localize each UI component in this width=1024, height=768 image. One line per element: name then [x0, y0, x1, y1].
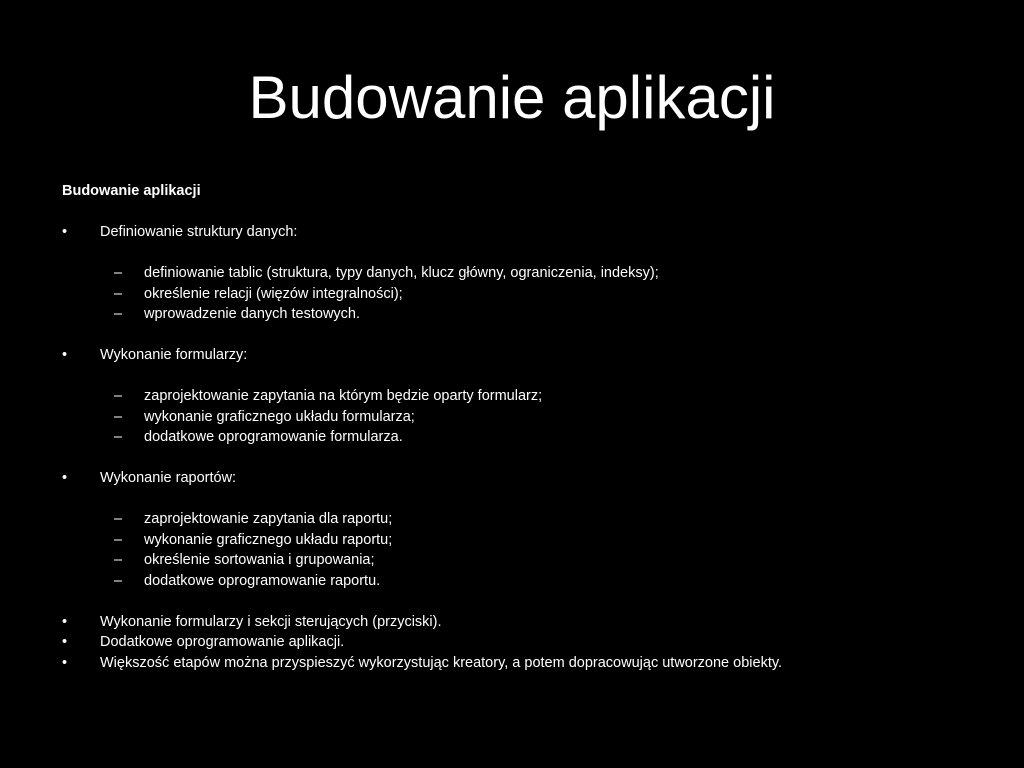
dash-marker: –: [114, 572, 123, 589]
dash-marker: –: [114, 285, 123, 302]
bullet-marker: •: [62, 613, 68, 630]
bullet-text: Wykonanie formularzy i sekcji sterujących (przyciski).: [100, 613, 442, 630]
bullet-text: Wykonanie formularzy:: [100, 347, 248, 363]
bullet-marker: •: [62, 470, 68, 486]
sub-item-text: dodatkowe oprogramowanie raportu.: [144, 572, 381, 589]
sub-item-text: zaprojektowanie zapytania dla raportu;: [144, 511, 393, 527]
dash-marker: –: [114, 511, 123, 527]
sub-item-text: wprowadzenie danych testowych.: [144, 306, 361, 322]
bullet-item: [62, 653, 982, 674]
sub-item: [62, 509, 982, 530]
sub-item-text: zaprojektowanie zapytania na którym będzie oparty formularz;: [144, 388, 543, 404]
sub-item-text: wykonanie graficznego układu raportu;: [144, 531, 393, 548]
sub-item: [62, 284, 982, 305]
bullet-item: [62, 632, 982, 653]
sub-item: [62, 407, 982, 428]
sub-item-text: określenie relacji (więzów integralności);: [144, 285, 403, 302]
sub-item-text: definiowanie tablic (struktura, typy danych, klucz główny, ograniczenia, indeksy);: [144, 265, 659, 281]
bullet-item: [62, 468, 982, 489]
sub-item: [62, 263, 982, 284]
dash-marker: –: [114, 388, 123, 404]
dash-marker: –: [114, 265, 123, 281]
bullet-marker: •: [62, 634, 68, 650]
content-subtitle: Budowanie aplikacji: [62, 183, 201, 199]
dash-marker: –: [114, 429, 123, 445]
sub-item-text: dodatkowe oprogramowanie formularza.: [144, 429, 403, 445]
bullet-text: Definiowanie struktury danych:: [100, 224, 298, 240]
slide-title: Budowanie aplikacji: [248, 64, 776, 131]
sub-item: [62, 550, 982, 571]
sub-item-text: wykonanie graficznego układu formularza;: [144, 408, 415, 425]
dash-marker: –: [114, 531, 123, 548]
bullet-marker: •: [62, 347, 68, 363]
slide-content: [62, 181, 982, 673]
bullet-marker: •: [62, 224, 68, 240]
bullet-item: [62, 222, 982, 243]
dash-marker: –: [114, 552, 123, 568]
sub-item-text: określenie sortowania i grupowania;: [144, 552, 375, 568]
sub-item: [62, 304, 982, 325]
bullet-text: Dodatkowe oprogramowanie aplikacji.: [100, 634, 345, 650]
bullet-marker: •: [62, 654, 68, 671]
sub-item: [62, 571, 982, 592]
sub-item: [62, 427, 982, 448]
sub-item: [62, 530, 982, 551]
dash-marker: –: [114, 408, 123, 425]
bullet-item: [62, 612, 982, 633]
sub-item: [62, 386, 982, 407]
bullet-text: Większość etapów można przyspieszyć wykorzystując kreatory, a potem dopracowując utworzone obiekty.: [100, 654, 783, 671]
dash-marker: –: [114, 306, 123, 322]
bullet-item: [62, 345, 982, 366]
bullet-text: Wykonanie raportów:: [100, 470, 237, 486]
